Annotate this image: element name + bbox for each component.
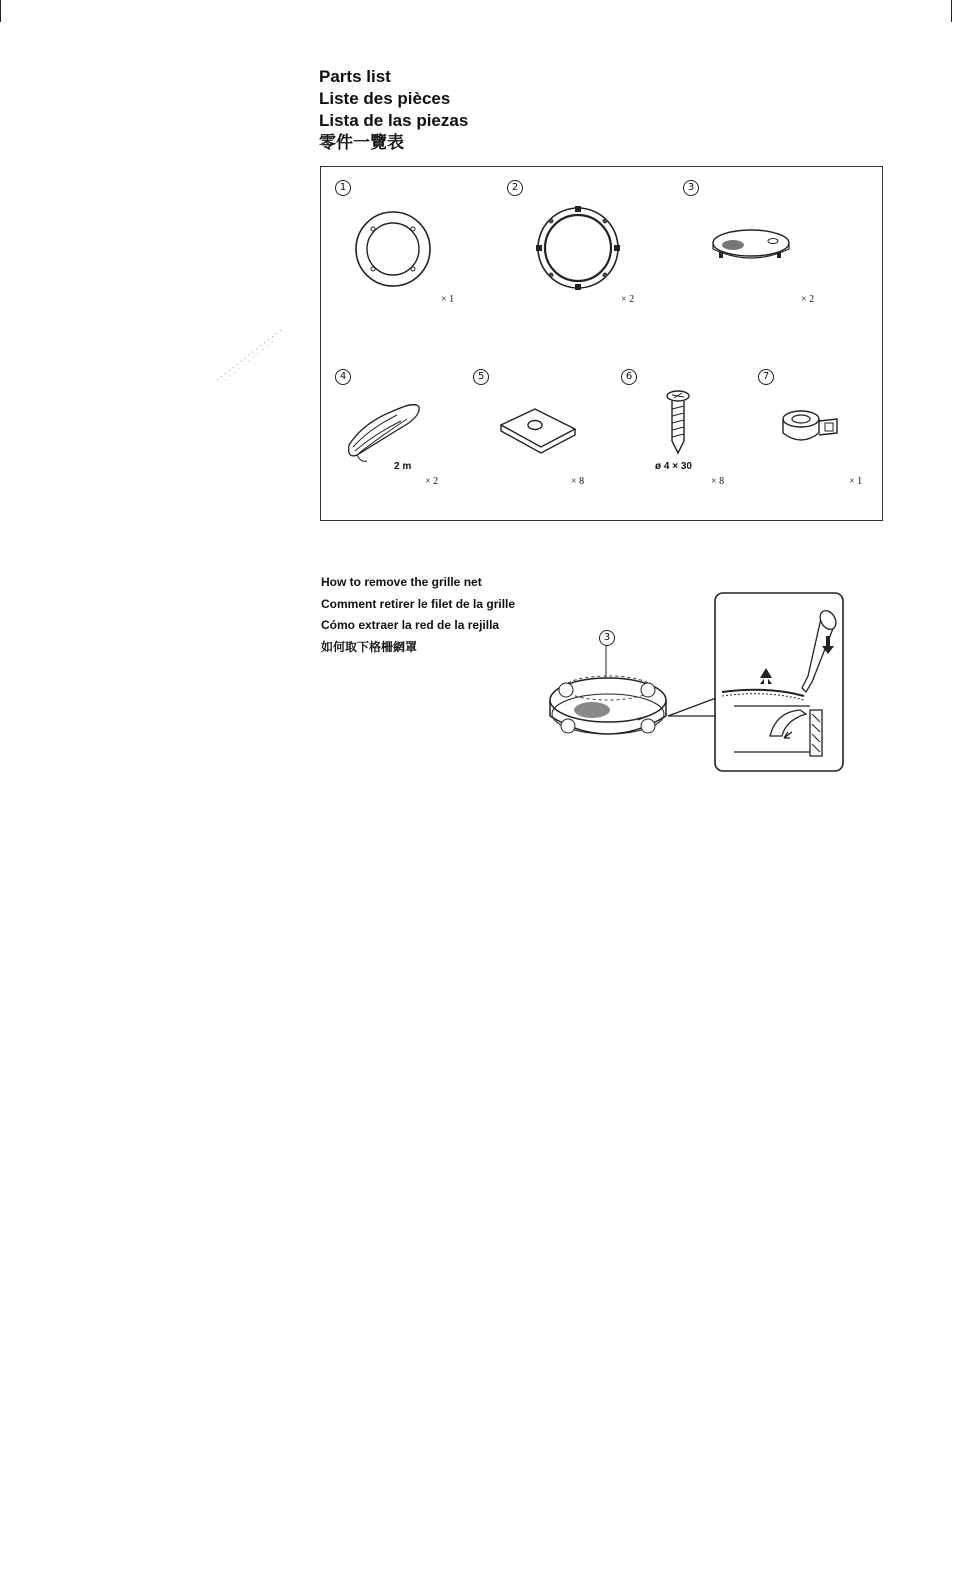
scan-artifact-dots <box>215 325 285 385</box>
part-5-quantity: × 8 <box>571 476 585 487</box>
title-french: Liste des pièces <box>319 89 451 108</box>
grille-callout-number: 3 <box>599 630 615 646</box>
title-chinese: 零件一覽表 <box>319 133 404 152</box>
crop-mark-right <box>951 0 952 22</box>
part-3-quantity: × 2 <box>801 294 815 305</box>
part-4-quantity: × 2 <box>425 476 439 487</box>
grille-removal-illustration <box>548 592 848 776</box>
crop-mark-left <box>0 0 1 22</box>
part-1-quantity: × 1 <box>441 294 455 305</box>
part-6-quantity: × 8 <box>711 476 725 487</box>
part-4-length: 2 m <box>394 461 412 472</box>
tape-roll-icon <box>779 407 841 447</box>
cord-bundle-icon <box>343 393 425 465</box>
parts-box <box>320 166 883 521</box>
howto-spanish: Cómo extraer la red de la rejilla <box>321 618 500 632</box>
grille-net-icon <box>709 225 793 269</box>
part-7-number: 7 <box>758 369 774 385</box>
part-7-quantity: × 1 <box>849 476 863 487</box>
tapping-screw-icon <box>663 389 693 455</box>
part-2-number: 2 <box>507 180 523 196</box>
part-6-size: ø 4 × 30 <box>655 461 692 472</box>
howto-french: Comment retirer le filet de la grille <box>321 596 516 611</box>
title-english: Parts list <box>319 67 391 86</box>
part-1-number: 1 <box>335 180 351 196</box>
mounting-ring-icon <box>353 209 433 289</box>
part-6-number: 6 <box>621 369 637 385</box>
part-2-quantity: × 2 <box>621 294 635 305</box>
spring-nut-clip-icon <box>497 405 581 457</box>
title-spanish: Lista de las piezas <box>319 111 469 130</box>
part-3-number: 3 <box>683 180 699 196</box>
grille-removal-titles <box>321 572 515 658</box>
parts-list-titles <box>319 66 468 154</box>
howto-chinese: 如何取下格柵網罩 <box>321 639 418 654</box>
howto-english: How to remove the grille net <box>321 575 482 589</box>
part-5-number: 5 <box>473 369 489 385</box>
part-4-number: 4 <box>335 369 351 385</box>
speaker-frame-ring-icon <box>535 205 621 291</box>
